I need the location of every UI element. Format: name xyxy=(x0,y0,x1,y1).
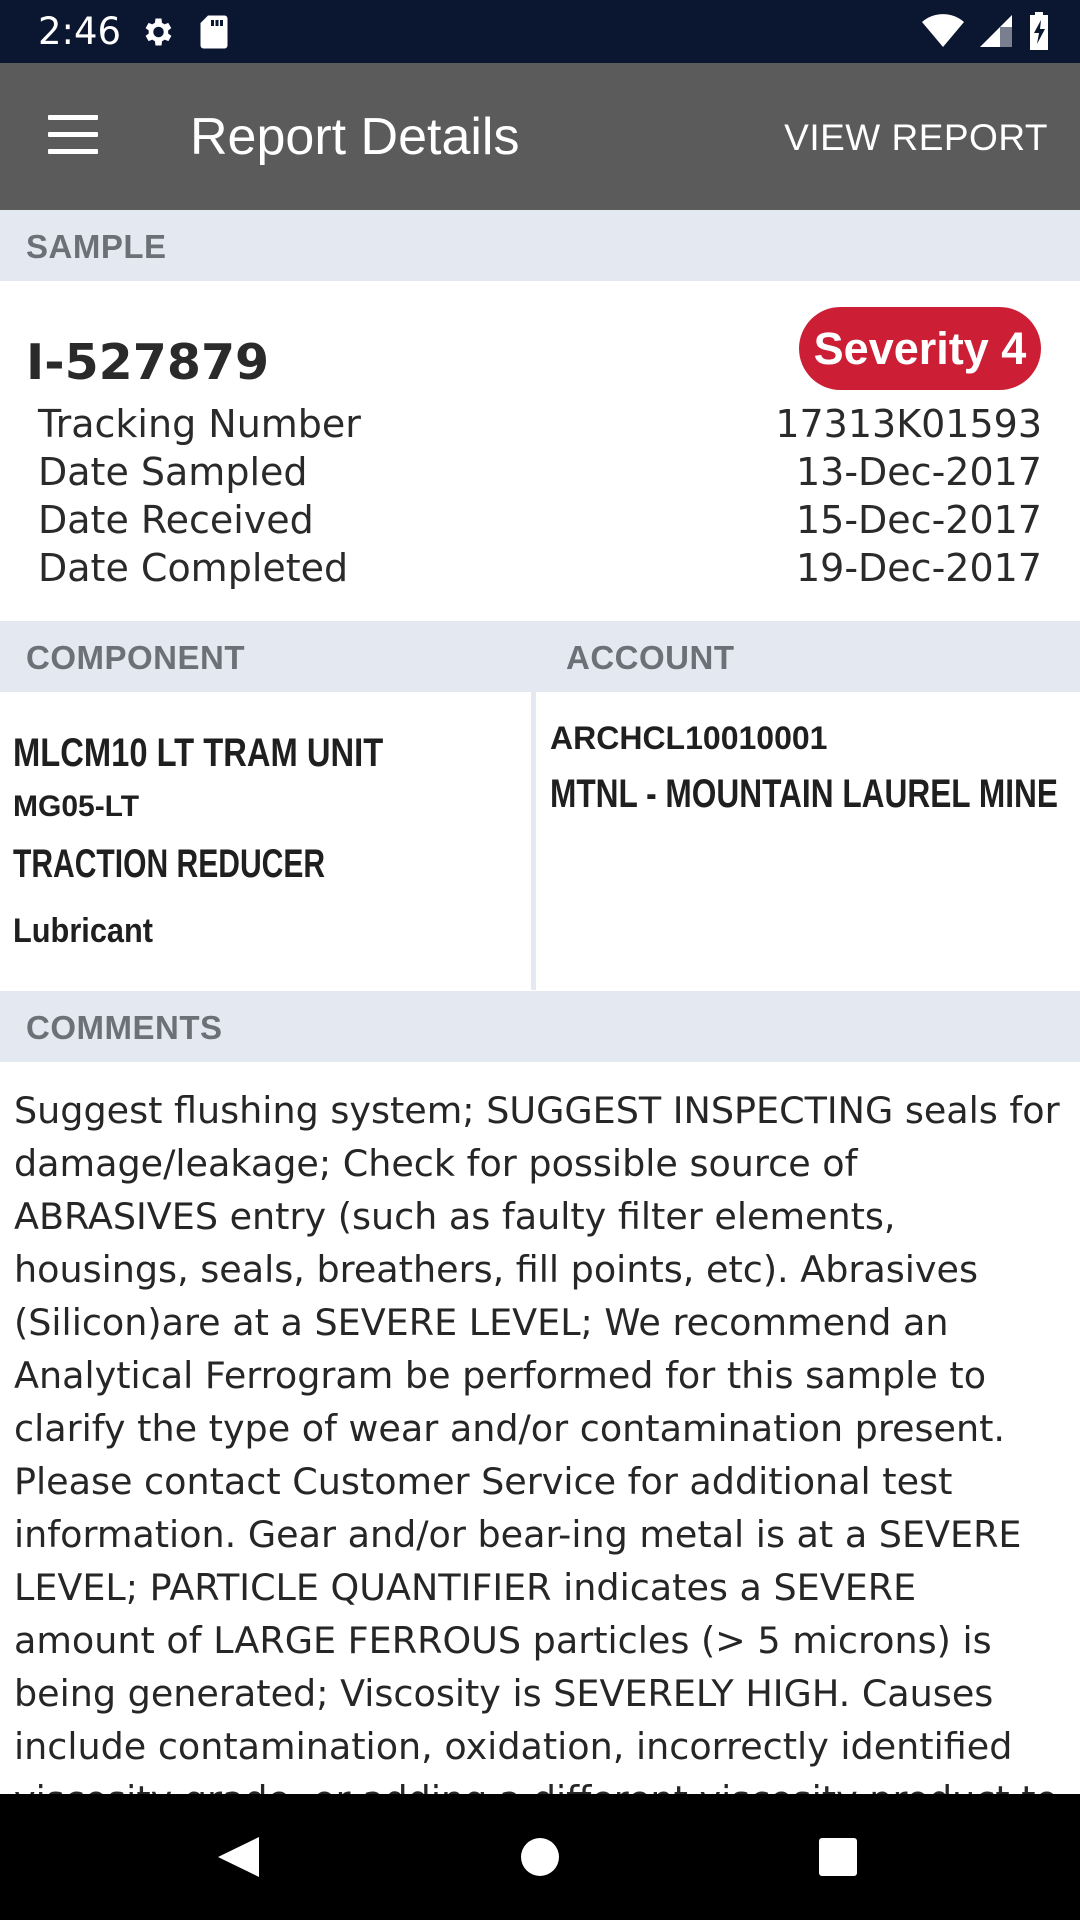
account-code: ARCHCL10010001 xyxy=(550,720,828,756)
page-title: Report Details xyxy=(190,108,520,166)
account-name: MTNL - MOUNTAIN LAUREL MINE xyxy=(550,772,1058,816)
comments-scroll-area[interactable] xyxy=(0,1062,1080,1794)
row-value: 19-Dec-2017 xyxy=(795,546,1042,590)
recents-square-icon[interactable] xyxy=(758,1794,918,1920)
tracking-number-row xyxy=(38,402,1042,450)
hamburger-menu-icon[interactable] xyxy=(40,109,106,165)
cell-signal-icon xyxy=(978,13,1014,54)
component-account-section-header xyxy=(0,621,1080,692)
comments-section-label: COMMENTS xyxy=(26,1009,223,1046)
sample-section-header xyxy=(0,210,1080,281)
gear-icon xyxy=(139,14,175,55)
comments-text: Suggest flushing system; SUGGEST INSPECTING seals for damage/leakage; Check for possible source of ABRASIVES entry (such as faulty filter elements, housings, seals, breathers, fill points, etc). Abrasives (Silicon)are at a SEVERE LEVEL; We recommend an Analytical Ferrogram be performed for this sample to clarify the type of wear and/or contamination present. Please contact Customer Service for additional test information. Gear and/or bear-ing metal is at a SEVERE LEVEL; PARTICLE QUANTIFIER indicates a SEVERE amount of LARGE FERROUS particles (> 5 microns) is being generated; Viscosity is SEVERELY HIGH. Causes include contamination, oxidation, incorrectly identified xyxy=(14,1089,1060,1768)
app-bar xyxy=(0,63,1080,210)
column-divider xyxy=(531,692,536,990)
row-label: Date Received xyxy=(38,498,314,542)
row-value: 17313K01593 xyxy=(775,402,1042,446)
row-value: 13-Dec-2017 xyxy=(795,450,1042,494)
sd-card-icon xyxy=(199,14,229,55)
sample-id: I-527879 xyxy=(26,334,270,391)
severity-badge: Severity 4 xyxy=(799,307,1041,390)
row-label: Tracking Number xyxy=(38,402,361,446)
row-value: 15-Dec-2017 xyxy=(795,498,1042,542)
sample-section-label: SAMPLE xyxy=(26,228,167,265)
wifi-icon xyxy=(922,14,964,53)
row-label: Date Completed xyxy=(38,546,349,590)
status-time: 2:46 xyxy=(38,10,122,53)
component-code: MG05-LT xyxy=(13,790,140,823)
date-received-row xyxy=(38,498,1042,546)
navigation-bar xyxy=(0,1794,1080,1920)
account-section-label: ACCOUNT xyxy=(566,639,735,676)
home-circle-icon[interactable] xyxy=(460,1794,620,1920)
view-report-button[interactable]: VIEW REPORT xyxy=(784,117,1048,158)
row-label: Date Sampled xyxy=(38,450,308,494)
date-sampled-row xyxy=(38,450,1042,498)
component-type: Lubricant xyxy=(13,912,154,950)
date-completed-row xyxy=(38,546,1042,594)
battery-icon xyxy=(1028,12,1050,55)
component-name: TRACTION REDUCER xyxy=(13,842,326,886)
component-unit: MLCM10 LT TRAM UNIT xyxy=(13,731,384,775)
back-triangle-icon[interactable] xyxy=(160,1794,320,1920)
status-bar xyxy=(0,0,1080,63)
component-section-label: COMPONENT xyxy=(26,639,245,676)
comments-section-header xyxy=(0,991,1080,1062)
